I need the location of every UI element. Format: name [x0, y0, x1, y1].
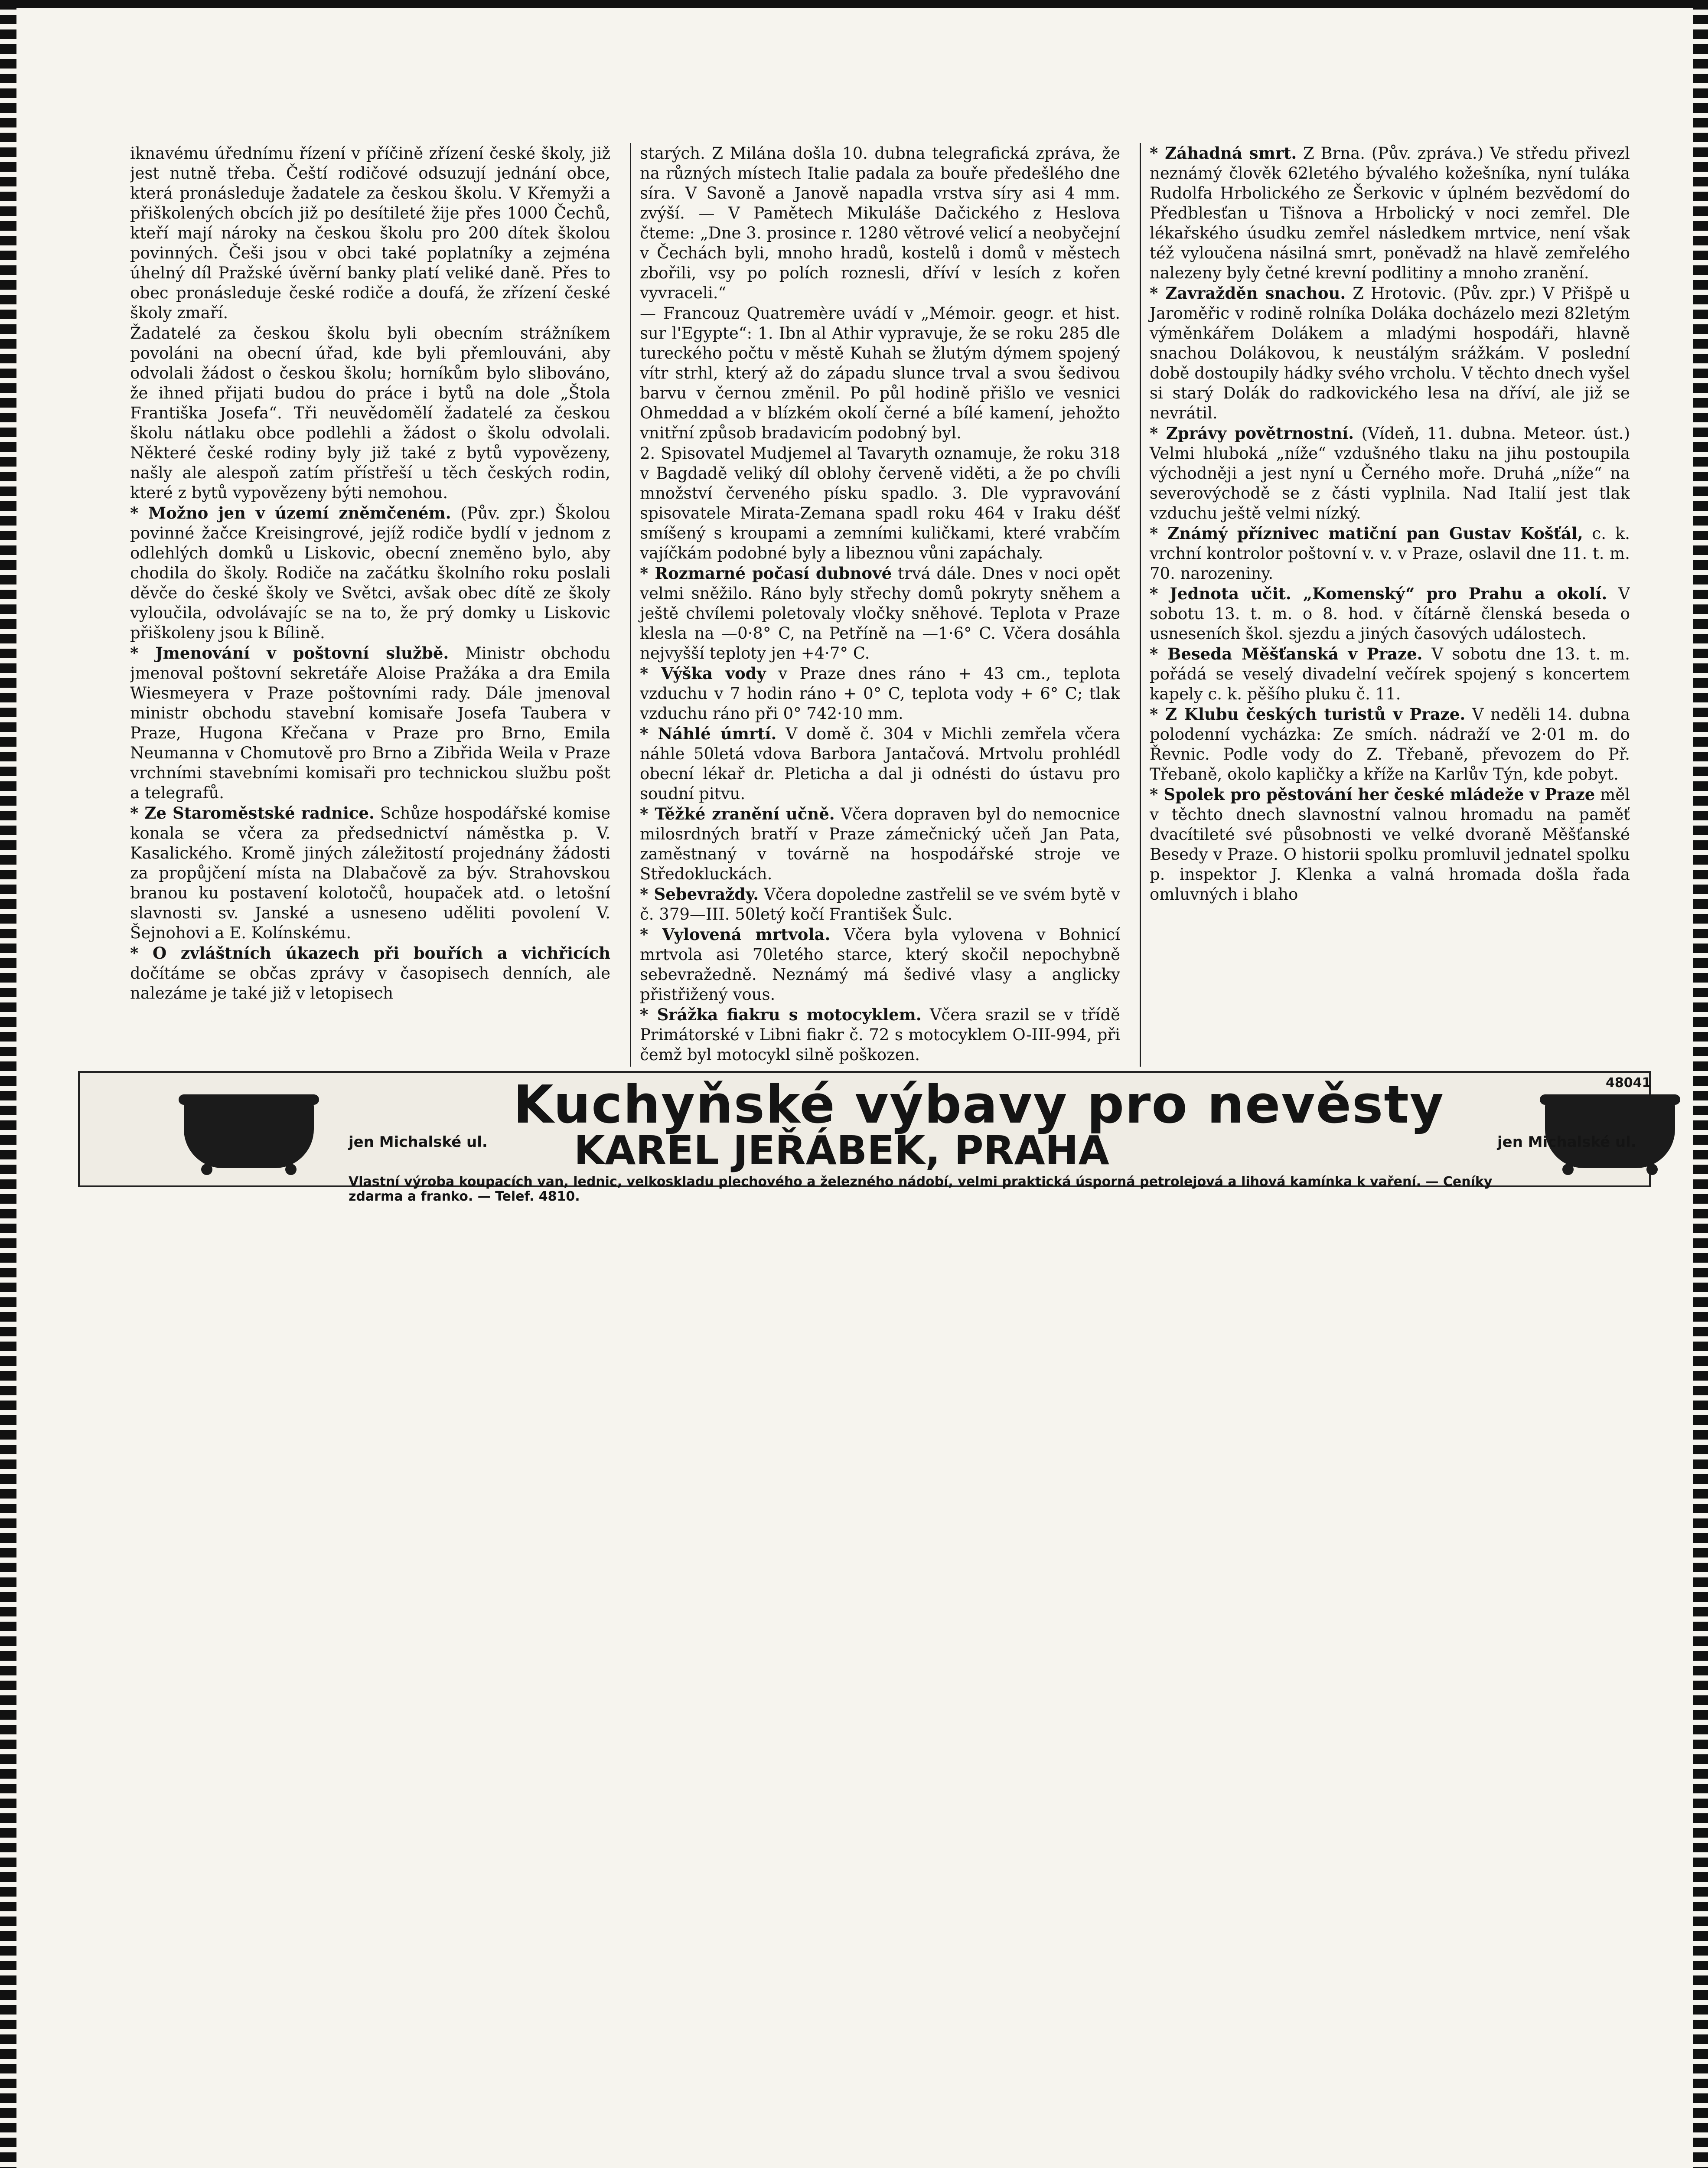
column-2 — [630, 143, 1120, 1067]
paragraph — [640, 884, 1120, 924]
advertisement — [78, 1071, 1651, 1204]
paragraph-lead: * Vylovená mrtvola. — [640, 925, 831, 944]
paragraph-lead: * Beseda Měšťanská v Praze. — [1150, 644, 1423, 663]
paragraph-lead: * O zvláštních úkazech při bouřích a vichřicích — [130, 944, 610, 963]
ad-address-left: jen Michalské ul. — [349, 1133, 488, 1151]
paragraph — [640, 1005, 1120, 1065]
paragraph-text: Včera dopoledne zastřelil se ve svém bytě v č. 379—III. 50letý kočí František Šulc. — [640, 885, 1120, 924]
paragraph-lead: * Spolek pro pěstování her české mládeže v Praze — [1150, 785, 1595, 804]
paragraph — [1150, 704, 1630, 784]
paragraph-lead: * Ze Staroměstské radnice. — [130, 803, 375, 823]
ad-address-right: jen Michalské ul. — [1497, 1133, 1636, 1151]
paragraph-lead: * Výška vody — [640, 664, 766, 683]
bathtub-icon — [184, 1099, 314, 1168]
paragraph-text: v Praze dnes ráno + 43 cm., teplota vzduchu v 7 hodin ráno + 0° C, teplota vody + 6° C; tlak vzduchu ráno při 0° 742·10 mm. — [640, 664, 1120, 723]
scan-border-right — [1693, 0, 1708, 2168]
paragraph — [130, 323, 610, 503]
paragraph — [1150, 584, 1630, 644]
paragraph — [640, 924, 1120, 1005]
paragraph-text: (Pův. zpr.) Školou povinné žačce Kreisingrové, jejíž rodiče bydlí v jednom z odlehlých domků u Liskovic, obecní zneměno bylo, aby chodila do školy. Rodiče na začátku školního roku poslali děvče do české školy ve Světci, avšak obec dítě ze školy vyloučila, odvolávajíc se na to, že prý domky u Liskovic přiškoleny jsou k Bílině. — [130, 504, 610, 642]
paragraph-lead: * Náhlé úmrtí. — [640, 724, 777, 743]
paragraph — [1150, 423, 1630, 523]
paragraph-text: Žadatelé za českou školu byli obecním strážníkem povoláni na obecní úřad, kde byli přemlouváni, aby odvolali žádost o českou školu; horníkům bylo slibováno, že ihned přijati budou do práce i bytů na dole „Štola Františka Josefa“. Tři neuvědomělí žadatelé za českou školu nátlaku obce podlehli a žádost o školu odvolali. Některé české rodiny byly již také z bytů vypovězeny, našly ale alespoň zatím přístřeší u těch českých rodin, které z bytů vypovězeny býti nemohou. — [130, 324, 610, 502]
paragraph-text: Z Brna. (Pův. zpráva.) Ve středu přivezl neznámý člověk 62letého bývalého kožešníka, nyní tuláka Rudolfa Hrbolického ze Šerkovic v úplném bezvědomí do Předblesťan u Tišnova a Hrbolický v noci zemřel. Dle lékařského úsudku zemřel následkem mrtvice, není však též vyloučena násilná smrt, poněvadž na hlavě zemřelého nalezeny byly četné krevní podlitiny a mnoho zranění. — [1150, 144, 1630, 282]
paragraph — [130, 503, 610, 643]
scan-border-top — [0, 0, 1708, 8]
paragraph — [1150, 644, 1630, 704]
paragraph-text: Schůze hospodářské komise konala se včera za předsednictví náměstka p. V. Kasalického. Kromě jiných záležitostí projednány žádosti za propůjčení místa na Dlabačově za býv. Strahovskou branou ku postavení kolotočů, houpaček atd. o letošní slavnosti sv. Janské a usneseno uděliti povolení V. Šejnohovi a E. Kolínskému. — [130, 804, 610, 942]
scan-border-left — [0, 0, 16, 2168]
paragraph — [130, 143, 610, 323]
paragraph-text: Včera byla vylovena v Bohnicí mrtvola asi 70letého starce, který skočil nepochybně sebevražedně. Neznámý má šedivé vlasy a anglicky přistřižený vous. — [640, 925, 1120, 1004]
paragraph — [640, 804, 1120, 884]
ad-number: 48041 — [1606, 1075, 1651, 1091]
paragraph-lead: * Zprávy povětrnostní. — [1150, 424, 1354, 443]
paragraph — [1150, 784, 1630, 904]
column-1 — [130, 143, 610, 1067]
paragraph-text: V sobotu 13. t. m. o 8. hod. v čítárně členská beseda o usneseních škol. sjezdu a jiných časových událostech. — [1150, 584, 1630, 643]
paragraph-text: měl v těchto dnech slavnostní valnou hromadu na paměť dvacítileté své působnosti ve velké dvoraně Měšťanské Besedy v Praze. O historii spolku promluvil jednatel spolku p. inspektor J. Klenka a valná hromada došla řada omluvných i blaho — [1150, 785, 1630, 904]
paragraph — [130, 943, 610, 1003]
paragraph-text: 2. Spisovatel Mudjemel al Tavaryth oznamuje, že roku 318 v Bagdadě veliký díl oblohy červeně viděti, a že po chvíli množství červeného písku spadlo. 3. Dle vypravování spisovatele Mirata-Zemana spadl roku 464 v Iraku déšť smíšený s kroupami a zemními kuličkami, které vrabčím vajíčkám podobné byly a libeznou vůni zapáchaly. — [640, 444, 1120, 562]
paragraph-lead: * Záhadná smrt. — [1150, 144, 1297, 163]
paragraph — [130, 803, 610, 943]
paragraph-text: Ministr obchodu jmenoval poštovní sekretáře Aloise Pražáka a dra Emila Wiesmeyera v Praze poštovními rady. Dále jmenoval ministr obchodu stavební komisaře Josefa Taubera v Praze, Hugona Křečana v Praze pro Brno, Emila Neumanna v Chomutově pro Brno a Zibřida Weila v Praze vrchními stavebními komisaři pro technickou službu pošt a telegrafů. — [130, 644, 610, 802]
ad-title: Kuchyňské výbavy pro nevěsty — [513, 1075, 1444, 1135]
text-columns — [130, 143, 1630, 1067]
ad-description: Vlastní výroba koupacích van, lednic, velkoskladu plechového a železného nádobí, velmi praktická úsporná petrolejová a lihová kamínka k vaření. — Ceníky zdarma a franko. — Telef. 4810. — [349, 1174, 1493, 1204]
paragraph-lead: * Rozmarné počasí dubnové — [640, 564, 892, 583]
column-3 — [1140, 143, 1630, 1067]
paragraph — [1150, 523, 1630, 584]
paragraph — [640, 143, 1120, 303]
paragraph-text: c. k. vrchní kontrolor poštovní v. v. v Praze, oslavil dne 11. t. m. 70. narozeniny. — [1150, 524, 1630, 583]
paragraph-text: Z Hrotovic. (Pův. zpr.) V Přišpě u Jaroměřic v rodině rolníka Doláka docházelo mezi 82letým výměnkářem Dolákem a mladými hospodáři, hlavně snachou Dolákovou, k neustálým srážkám. V poslední době dostoupily hádky svého vrcholu. V těchto dnech vyšel si starý Dolák do radkovického lesa na dříví, ale již se nevrátil. — [1150, 284, 1630, 422]
paragraph-text: V domě č. 304 v Michli zemřela včera náhle 50letá vdova Barbora Jantačová. Mrtvolu prohlédl obecní lékař dr. Pleticha a dal ji odnésti do ústavu pro soudní pitvu. — [640, 725, 1120, 803]
paragraph-text: trvá dále. Dnes v noci opět velmi sněžilo. Ráno byly střechy domů pokryty sněhem a ještě chvílemi poletovaly vločky sněhové. Teplota v Praze klesla na —0·8° C, na Petříně na —1·6° C. Včera dosáhla nejvyšší teploty jen +4·7° C. — [640, 564, 1120, 663]
paragraph — [130, 643, 610, 803]
paragraph-lead: * Těžké zranění učně. — [640, 804, 835, 823]
paragraph — [1150, 283, 1630, 423]
paragraph-text: V sobotu dne 13. t. m. pořádá se veselý divadelní večírek spojený s koncertem kapely c. k. pěšího pluku č. 11. — [1150, 645, 1630, 703]
paragraph-lead: * Z Klubu českých turistů v Praze. — [1150, 705, 1466, 724]
paragraph-text: — Francouz Quatremère uvádí v „Mémoir. geogr. et hist. sur l'Egypte“: 1. Ibn al Athir vypravuje, že se roku 285 dle tureckého počtu v městě Kuhah se žlutým dýmem spojený vítr strhl, který až do západu slunce trval a svou šedivou barvu v černou změnil. Po půl hodině přišlo ve vesnici Ohmeddad a v blízkém okolí černé a bílé kamení, jehožto vnitřní způsob bradavicím podobný byl. — [640, 304, 1120, 442]
paragraph-text: Včera srazil se v třídě Primátorské v Libni fiakr č. 72 s motocyklem O-III-994, při čemž byl motocykl silně poškozen. — [640, 1006, 1120, 1064]
paragraph — [1150, 143, 1630, 283]
paragraph-text: starých. Z Milána došla 10. dubna telegrafická zpráva, že na různých místech Italie padala za bouře předešlého dne síra. V Savoně a Janově napadla vrstva síry asi 4 mm. zvýší. — V Pamětech Mikuláše Dačického z Heslova čteme: „Dne 3. prosince r. 1280 větrové velicí a neobyčejní v Čechách byli, mnoho hradů, kostelů i domů v městech zbořili, vsy po polích roznesli, dříví v lesích z kořen vyvraceli.“ — [640, 144, 1120, 302]
paragraph-lead: * Sebevraždy. — [640, 885, 759, 904]
paragraph — [640, 663, 1120, 724]
paragraph-lead: * Možno jen v území zněmčeném. — [130, 503, 451, 522]
paragraph-text: V neděli 14. dubna polodenní vycházka: Ze smích. nádraží ve 2·01 m. do Řevnic. Podle vody do Z. Třebaně, převozem do Př. Třebaně, okolo kapličky a kříže na Karlův Týn, kde pobyt. — [1150, 705, 1630, 784]
paragraph-lead: * Známý příznivec matiční pan Gustav Košťál, — [1150, 524, 1583, 543]
ad-firm-name: KAREL JEŘÁBEK, PRAHA — [574, 1127, 1109, 1174]
paragraph-text: Včera dopraven byl do nemocnice milosrdných bratří v Praze zámečnický učeň Jan Pata, zaměstnaný v továrně na hospodářské stroje ve Středokluckách. — [640, 805, 1120, 883]
paragraph-lead: * Jmenování v poštovní službě. — [130, 643, 449, 663]
paragraph — [640, 563, 1120, 663]
paragraph-text: dočítáme se občas zprávy v časopisech denních, ale nalezáme je také již v letopisech — [130, 964, 610, 1002]
paragraph-lead: * Zavražděn snachou. — [1150, 284, 1346, 303]
paragraph-text: iknavému úřednímu řízení v příčině zřízení české školy, již jest nutně třeba. Čeští rodičové odsuzují jednání obce, která pronásleduje žadatele za českou školu. V Křemyži a přiškolených obcích již po desítileté žije přes 1000 Čechů, kteří mají nároky na českou školu pro 200 dítek školou povinných. Češi jsou v obci také poplatníky a zejména úhelný díl Pražské úvěrní banky platí veliké daně. Přes to obec pronásleduje české rodiče a doufá, že zřízení české školy zmaří. — [130, 144, 610, 322]
paragraph-lead: * Jednota učit. „Komenský“ pro Prahu a okolí. — [1150, 584, 1607, 603]
paragraph-text: (Vídeň, 11. dubna. Meteor. úst.) Velmi hluboká „níže“ vzdušného tlaku na jihu postoupila východněji a jest nyní u Černého moře. Druhá „níže“ na severovýchodě se z části vyplnila. Nad Italií jest tlak vzduchu ještě velmi nízký. — [1150, 424, 1630, 522]
paragraph — [640, 443, 1120, 563]
paragraph-lead: * Srážka fiakru s motocyklem. — [640, 1005, 922, 1024]
paragraph — [640, 724, 1120, 804]
paragraph — [640, 303, 1120, 443]
